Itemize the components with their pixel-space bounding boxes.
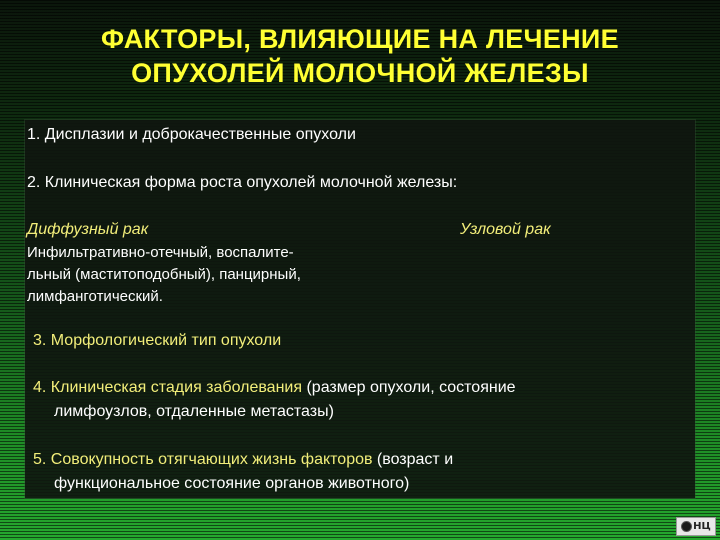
item-5-continuation: функциональное состояние органов животного) [54, 475, 410, 492]
item-4 [33, 378, 516, 398]
logo-mark-icon [681, 521, 692, 532]
item-5-main: 5. Совокупность отягчающих жизнь факторов [33, 451, 373, 468]
item-4-detail: (размер опухоли, состояние [302, 379, 516, 396]
item-5-detail: (возраст и [372, 451, 454, 468]
item-4-main: 4. Клиническая стадия заболевания [33, 379, 303, 396]
nodular-cancer-heading: Узловой рак [460, 221, 551, 238]
content-panel [25, 120, 695, 498]
logo [676, 517, 716, 536]
item-4-continuation: лимфоузлов, отдаленные метастазы) [54, 403, 334, 420]
slide-title [0, 22, 720, 90]
item-2: 2. Клиническая форма роста опухолей молочной железы: [27, 174, 458, 191]
diffuse-cancer-heading: Диффузный рак [27, 221, 149, 238]
slide-title-line-1: ФАКТОРЫ, ВЛИЯЮЩИЕ НА ЛЕЧЕНИЕ [101, 24, 619, 54]
diffuse-types-line-2: льный (маститоподобный), панцирный, [27, 266, 301, 283]
logo-text: НЦ [693, 520, 711, 532]
item-1: 1. Дисплазии и доброкачественные опухоли [27, 126, 356, 143]
item-3: 3. Морфологический тип опухоли [33, 332, 282, 349]
diffuse-types-line-3: лимфанготический. [27, 288, 163, 305]
item-5 [33, 450, 453, 470]
diffuse-types-line-1: Инфильтративно-отечный, воспалите- [27, 244, 294, 261]
slide-title-line-2: ОПУХОЛЕЙ МОЛОЧНОЙ ЖЕЛЕЗЫ [131, 58, 589, 88]
